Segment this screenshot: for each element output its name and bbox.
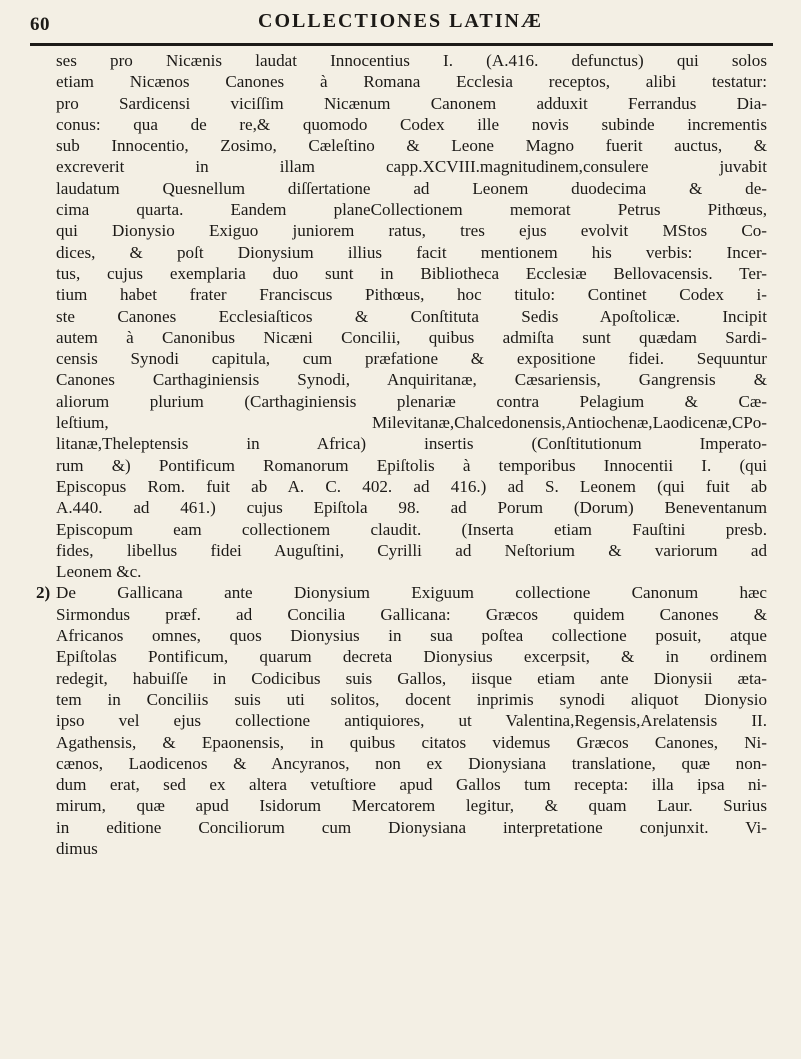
text-line: tus, cujus exemplaria duo sunt in Bibliotheca Ecclesiæ Bellovacensis. Ter- (56, 263, 767, 283)
paragraph-2-text (56, 582, 767, 859)
text-line: dimus (56, 838, 98, 858)
text-line: qui Dionysio Exiguo juniorem ratus, tres ejus evolvit MStos Co- (56, 221, 767, 241)
text-line: Epiſtolas Pontificum, quarum decreta Dionysius excerpsit, & in ordinem (56, 647, 767, 667)
text-line: rum &) Pontificum Romanorum Epiſtolis à temporibus Innocentii I. (qui (56, 455, 767, 475)
text-line: fides, libellus fidei Auguſtini, Cyrilli ad Neſtorium & variorum ad (56, 540, 767, 560)
text-line: dices, & poſt Dionysium illius facit mentionem his verbis: Incer- (56, 242, 767, 262)
text-line: ipso vel ejus collectione antiquiores, ut Valentina,Regensis,Arelatensis II. (56, 711, 767, 731)
text-line: Episcopus Rom. fuit ab A. C. 402. ad 416.) ad S. Leonem (qui fuit ab (56, 476, 767, 496)
text-line: redegit, habuiſſe in Codicibus suis Gallos, iisque etiam ante Dionysii æta- (56, 668, 767, 688)
text-line: aliorum plurium (Carthaginiensis plenariæ contra Pelagium & Cæ- (56, 391, 767, 411)
paragraph-2 (36, 582, 767, 859)
running-title: COLLECTIONES LATINÆ (258, 10, 543, 32)
paragraph-1 (56, 50, 767, 582)
text-line: tium habet frater Franciscus Pithœus, hoc titulo: Continet Codex i- (56, 285, 767, 305)
text-line: Canones Carthaginiensis Synodi, Anquiritanæ, Cæsariensis, Gangrensis & (56, 370, 767, 390)
text-line: Episcopum eam collectionem claudit. (Inserta etiam Fauſtini presb. (56, 519, 767, 539)
text-line: leſtium, Milevitanæ,Chalcedonensis,Antiochenæ,Laodicenæ,CPo- (56, 413, 767, 433)
text-line: in editione Conciliorum cum Dionysiana interpretatione conjunxit. Vi- (56, 817, 767, 837)
text-line: mirum, quæ apud Isidorum Mercatorem legitur, & quam Laur. Surius (56, 796, 767, 816)
body-text (36, 50, 767, 859)
paragraph-1-text (56, 50, 767, 582)
text-line: litanæ,Theleptensis in Africa) insertis (Conſtitutionum Imperato- (56, 434, 767, 454)
text-line: Africanos omnes, quos Dionysius in sua poſtea collectione posuit, atque (56, 626, 767, 646)
text-line: A.440. ad 461.) cujus Epiſtola 98. ad Porum (Dorum) Beneventanum (56, 498, 767, 518)
text-line: cima quarta. Eandem planeCollectionem memorat Petrus Pithœus, (56, 200, 767, 220)
text-line: Leonem &c. (56, 562, 142, 582)
text-line: etiam Nicænos Canones à Romana Ecclesia receptos, alibi testatur: (56, 72, 767, 92)
text-line: Sirmondus præf. ad Concilia Gallicana: Græcos quidem Canones & (56, 604, 767, 624)
text-line: ste Canones Ecclesiaſticos & Conſtituta Sedis Apoſtolicæ. Incipit (56, 306, 767, 326)
text-line: cænos, Laodicenos & Ancyranos, non ex Dionysiana translatione, quæ non- (56, 753, 767, 773)
text-line: censis Synodi capitula, cum præfatione & expositione fidei. Sequuntur (56, 349, 767, 369)
text-line: sub Innocentio, Zosimo, Cæleſtino & Leone Magno fuerit auctus, & (56, 136, 767, 156)
text-line: excreverit in illam capp.XCVIII.magnitudinem,consulere juvabit (56, 157, 767, 177)
page-number: 60 (30, 14, 50, 35)
paragraph-number: 2) (36, 583, 51, 603)
header-rule (30, 43, 773, 46)
text-line: conus: qua de re,& quomodo Codex ille novis subinde incrementis (56, 114, 767, 134)
text-line: laudatum Quesnellum diſſertatione ad Leonem duodecima & de- (56, 178, 767, 198)
text-line: dum erat, sed ex altera vetuſtiore apud Gallos tum recepta: illa ipsa ni- (56, 775, 767, 795)
text-line: Agathensis, & Epaonensis, in quibus citatos videmus Græcos Canones, Ni- (56, 732, 767, 752)
text-line: ses pro Nicænis laudat Innocentius I. (A.416. defunctus) qui solos (56, 51, 767, 70)
text-line: De Gallicana ante Dionysium Exiguum collectione Canonum hæc (56, 583, 767, 603)
text-line: tem in Conciliis suis uti solitos, docent inprimis synodi aliquot Dionysio (56, 689, 767, 709)
text-line: pro Sardicensi viciſſim Nicænum Canonem adduxit Ferrandus Dia- (56, 93, 767, 113)
text-line: autem à Canonibus Nicæni Concilii, quibus admiſta sunt quædam Sardi- (56, 327, 767, 347)
